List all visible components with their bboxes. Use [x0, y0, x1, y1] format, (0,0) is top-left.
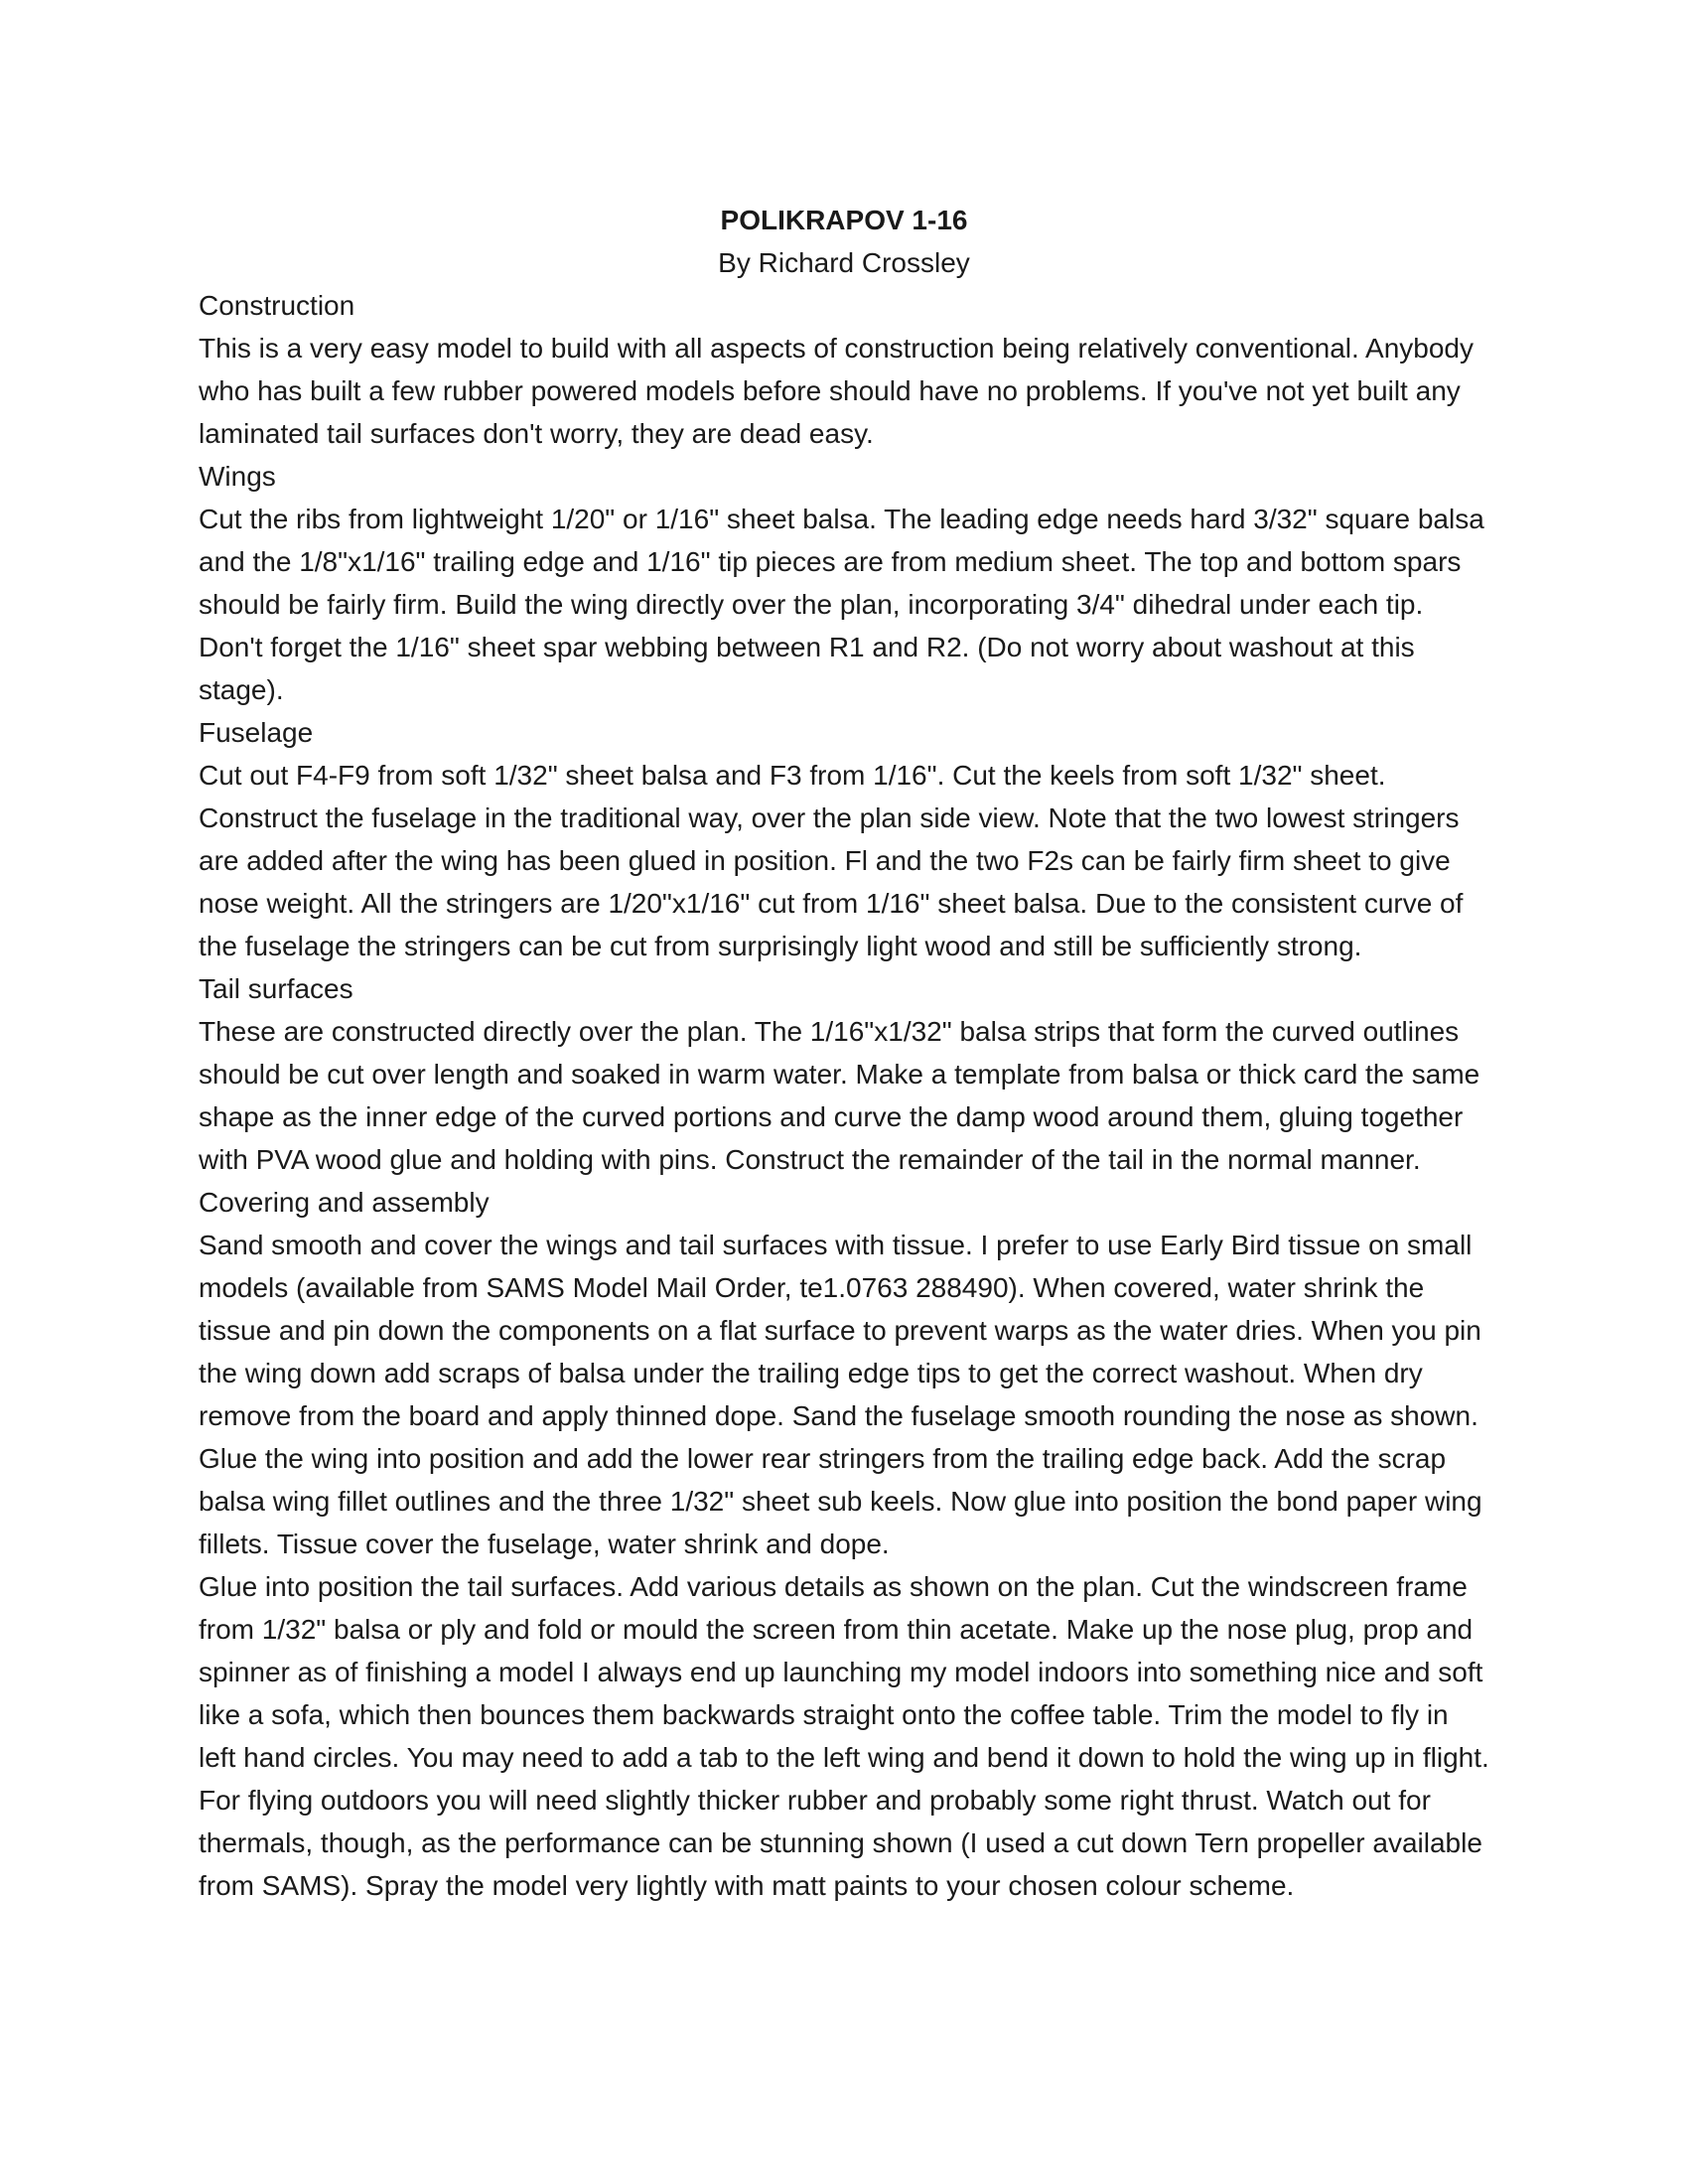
section-paragraph-covering-assembly-1: Sand smooth and cover the wings and tail surfaces with tissue. I prefer to use Early Bird tissue on small models (available from SAMS Model Mail Order, te1.0763 288490). When covered, water shrink the tissue and pin down the components on a flat surface to prevent warps as the water dries. When you pin the wing down add scraps of balsa under the trailing edge tips to get the correct washout. When dry remove from the board and apply thinned dope. Sand the fuselage smooth rounding the nose as shown. Glue the wing into position and add the lower rear stringers from the trailing edge back. Add the scrap balsa wing fillet outlines and the three 1/32" sheet sub keels. Now glue into position the bond paper wing fillets. Tissue cover the fuselage, water shrink and dope.: [199, 1230, 1482, 1559]
section-heading-fuselage: Fuselage: [199, 717, 314, 748]
section-paragraph-construction: This is a very easy model to build with all aspects of construction being relatively conventional. Anybody who has built a few rubber powered models before should have no problems. If you've not yet built any laminated tail surfaces don't worry, they are dead easy.: [199, 333, 1475, 449]
author-byline: By Richard Crossley: [718, 247, 970, 278]
section-paragraph-fuselage: Cut out F4-F9 from soft 1/32" sheet balsa and F3 from 1/16". Cut the keels from soft 1/32" sheet. Construct the fuselage in the traditional way, over the plan side view. Note that the two lowest stringers are added after the wing has been glued in position. Fl and the two F2s can be fairly firm sheet to give nose weight. All the stringers are 1/20"x1/16" cut from 1/16" sheet balsa. Due to the consistent curve of the fuselage the stringers can be cut from surprisingly light wood and still be sufficiently strong.: [199, 760, 1464, 961]
section-heading-wings: Wings: [199, 461, 276, 492]
section-paragraph-wings: Cut the ribs from lightweight 1/20" or 1/16" sheet balsa. The leading edge needs hard 3/32" square balsa and the 1/8"x1/16" trailing edge and 1/16" tip pieces are from medium sheet. The top and bottom spars should be fairly firm. Build the wing directly over the plan, incorporating 3/4" dihedral under each tip. Don't forget the 1/16" sheet spar webbing between R1 and R2. (Do not worry about washout at this stage).: [199, 504, 1484, 705]
section-paragraph-covering-assembly-2: Glue into position the tail surfaces. Add various details as shown on the plan. Cut the windscreen frame from 1/32" balsa or ply and fold or mould the screen from thin acetate. Make up the nose plug, prop and spinner as of finishing a model I always end up launching my model indoors into something nice and soft like a sofa, which then bounces them backwards straight onto the coffee table. Trim the model to fly in left hand circles. You may need to add a tab to the left wing and bend it down to hold the wing up in flight. For flying outdoors you will need slightly thicker rubber and probably some right thrust. Watch out for thermals, though, as the performance can be stunning shown (I used a cut down Tern propeller available from SAMS). Spray the model very lightly with matt paints to your chosen colour scheme.: [199, 1571, 1489, 1901]
section-heading-construction: Construction: [199, 290, 355, 321]
section-heading-tail-surfaces: Tail surfaces: [199, 973, 353, 1004]
section-paragraph-tail-surfaces: These are constructed directly over the plan. The 1/16"x1/32" balsa strips that form the curved outlines should be cut over length and soaked in warm water. Make a template from balsa or thick card the same shape as the inner edge of the curved portions and curve the damp wood around them, gluing together with PVA wood glue and holding with pins. Construct the remainder of the tail in the normal manner.: [199, 1016, 1480, 1175]
section-heading-covering-assembly: Covering and assembly: [199, 1187, 490, 1218]
document-title: POLIKRAPOV 1-16: [720, 205, 968, 235]
document-body: [199, 199, 1489, 1907]
